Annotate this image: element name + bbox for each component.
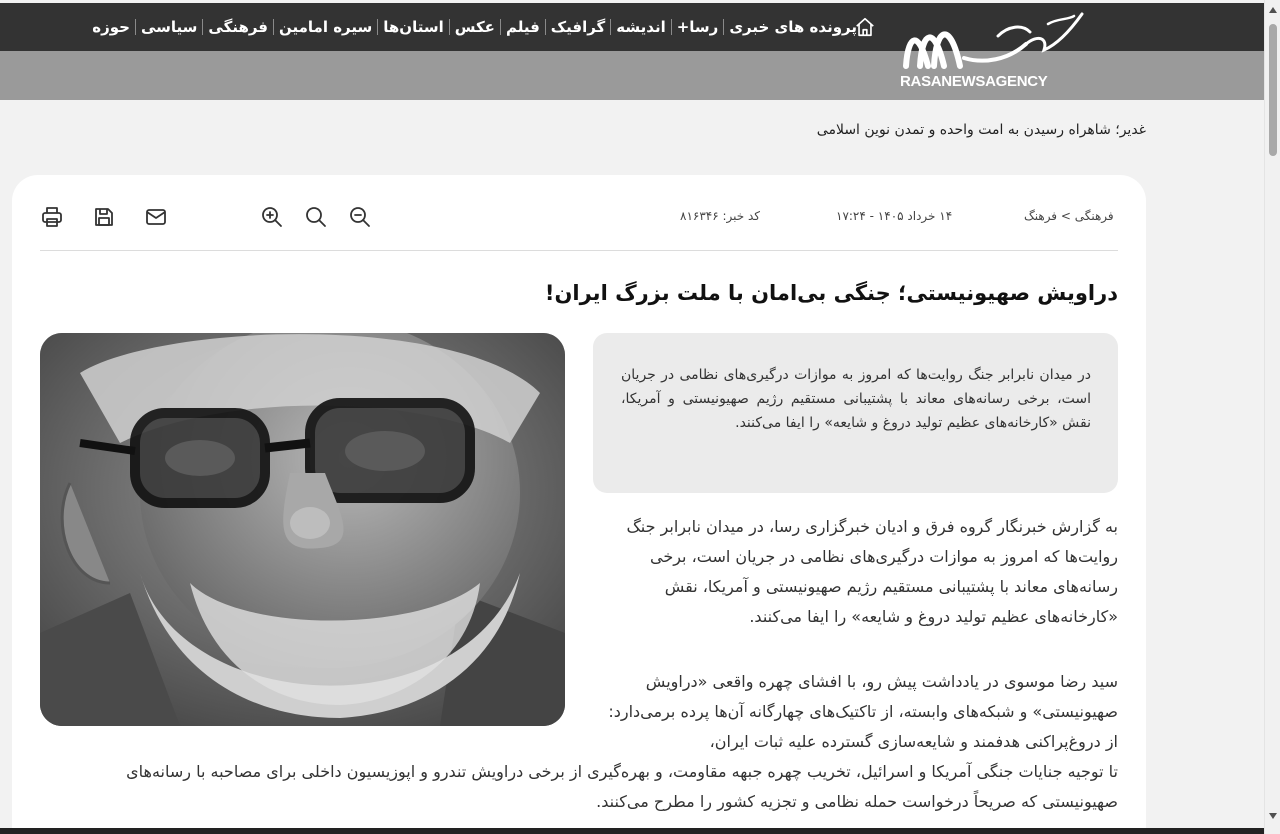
nav-item-photo[interactable]: عکس xyxy=(454,18,495,36)
nav-item-news-files[interactable]: پرونده های خبری xyxy=(729,18,857,36)
save-icon[interactable] xyxy=(92,205,116,229)
nav-separator xyxy=(545,19,546,35)
nav-item-graphic[interactable]: گرافیک xyxy=(550,18,606,36)
search-icon[interactable] xyxy=(304,205,328,229)
print-icon[interactable] xyxy=(40,205,64,229)
nav-item-thought[interactable]: اندیشه xyxy=(616,18,666,36)
nav-separator xyxy=(449,19,450,35)
logo-wordmark: RASANEWSAGENCY xyxy=(900,73,1048,90)
zoom-in-icon[interactable] xyxy=(260,205,284,229)
main-nav xyxy=(87,3,862,51)
page-scrollbar[interactable] xyxy=(1264,0,1280,834)
portrait-illustration xyxy=(40,333,565,726)
article-paragraph-1: به گزارش خبرنگار گروه فرق و ادیان خبرگزاری رسا، در میدان نابرابر جنگ روایت‌ها که امروز به موازات درگیری‌های نظامی در جریان است، برخی رسانه‌های معاند با پشتیبانی مستقیم رژیم صهیونیستی و آمریکا، نقش «کارخانه‌های عظیم تولید دروغ و شایعه» را ایفا می‌کنند. xyxy=(626,517,1118,626)
mail-icon[interactable] xyxy=(144,205,168,229)
nav-separator xyxy=(377,19,378,35)
nav-separator xyxy=(135,19,136,35)
breadcrumb[interactable]: فرهنگی > فرهنگ xyxy=(1024,209,1114,223)
nav-item-film[interactable]: فیلم xyxy=(505,18,540,36)
nav-item-provinces[interactable]: استان‌ها xyxy=(383,18,444,36)
scroll-down-icon[interactable] xyxy=(1268,812,1278,820)
zoom-out-icon[interactable] xyxy=(348,205,372,229)
nav-separator xyxy=(723,19,724,35)
toolbar-divider xyxy=(40,250,1118,251)
nav-separator xyxy=(671,19,672,35)
nav-item-imamain[interactable]: سیره امامین xyxy=(279,18,373,36)
article-lead xyxy=(593,333,1118,493)
nav-item-hozeh[interactable]: حوزه xyxy=(92,18,130,36)
nav-separator xyxy=(202,19,203,35)
nav-item-rasa-plus[interactable]: رسا+ xyxy=(676,18,719,36)
scroll-up-icon[interactable] xyxy=(1268,6,1278,14)
publish-datetime: ۱۴ خرداد ۱۴۰۵ - ۱۷:۲۴ xyxy=(836,209,953,223)
article-paragraph-2-end: تا توجیه جنایات جنگی آمریکا و اسرائیل، تخریب چهره جبهه مقاومت، و بهره‌گیری از برخی دراویش تندرو و اپوزیسیون داخلی برای مصاحبه با رسانه‌های صهیونیستی که صریحاً درخواست حمله نظامی و تجزیه کشور را مطرح می‌کنند. xyxy=(126,762,1118,811)
news-code: کد خبر: ۸۱۶۳۴۶ xyxy=(680,209,761,223)
article-title: دراویش صهیونیستی؛ جنگی بی‌امان با ملت بزرگ ایران! xyxy=(544,281,1118,305)
article-paragraph-2-start: سید رضا موسوی در یادداشت پیش رو، با افشای چهره واقعی «دراویش صهیونیستی» و شبکه‌های وابسته، از تاکتیک‌های چهارگانه آن‌ها پرده برمی‌دارد: از دروغ‌پراکنی هدفمند و شایعه‌سازی گسترده علیه ثبات ایران، xyxy=(608,672,1118,751)
article-toolbar xyxy=(40,197,1118,237)
article-card xyxy=(12,175,1146,834)
bottom-edge xyxy=(0,828,1264,834)
scroll-thumb[interactable] xyxy=(1269,24,1277,156)
nav-item-culture[interactable]: فرهنگی xyxy=(208,18,268,36)
nav-separator xyxy=(500,19,501,35)
home-icon[interactable] xyxy=(854,16,876,38)
nav-separator xyxy=(273,19,274,35)
news-ticker[interactable]: غدیر؛ شاهراه رسیدن به امت واحده و تمدن نوین اسلامی xyxy=(816,122,1146,138)
article-photo[interactable] xyxy=(40,333,565,726)
lead-text: در میدان نابرابر جنگ روایت‌ها که امروز به موازات درگیری‌های نظامی در جریان است، برخی رسانه‌های معاند با پشتیبانی مستقیم رژیم صهیونیستی و آمریکا، نقش «کارخانه‌های عظیم تولید دروغ و شایعه» را ایفا می‌کنند. xyxy=(621,367,1091,431)
nav-item-politics[interactable]: سیاسی xyxy=(140,18,198,36)
nav-separator xyxy=(610,19,611,35)
